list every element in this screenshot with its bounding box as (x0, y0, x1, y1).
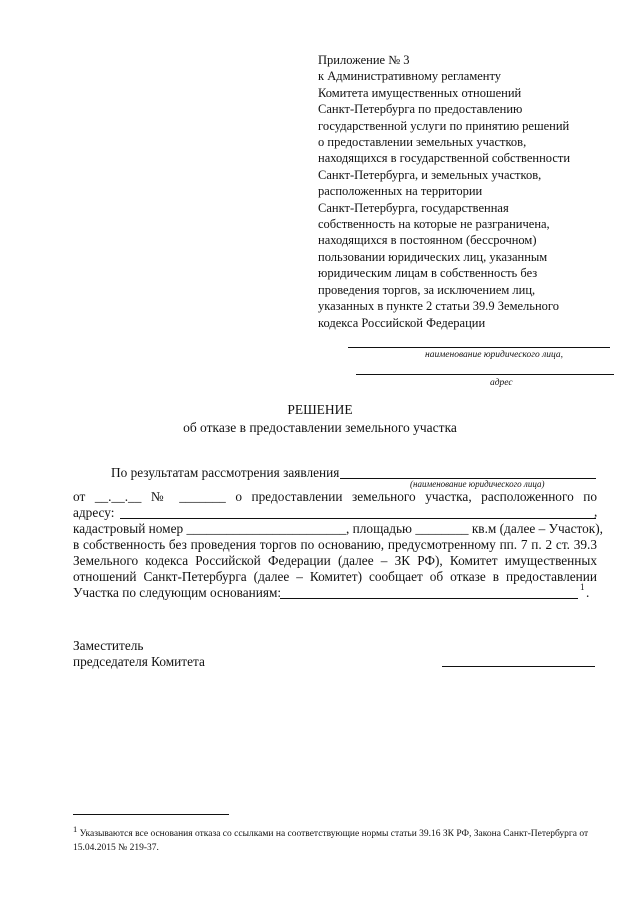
grounds-line (280, 598, 578, 599)
address-caption: адрес (490, 378, 513, 388)
appendix-line: кодекса Российской Федерации (318, 315, 486, 330)
from-label: от (73, 489, 86, 504)
footnote (73, 822, 598, 855)
footnote-mark: 1 (580, 582, 585, 592)
appendix-line: находящихся в государственной собственности (318, 151, 571, 166)
appendix-line: проведения торгов, за исключением лиц, (318, 282, 536, 297)
appendix-header (318, 52, 618, 331)
appendix-line: юридическим лицам в собственность без (318, 266, 538, 281)
grounds-period: . (586, 585, 590, 600)
footnote-text: Указываются все основания отказа со ссылками на соответствующие нормы статьи 39.16 ЗК РФ, Закона Санкт-Петербурга от 15.04.2015 № 219-37. (73, 829, 589, 854)
code-text: Земельного кодекса Российской Федерации (далее – ЗК РФ), Комитет имущественных (73, 553, 597, 568)
appendix-line: о предоставлении земельных участков, (318, 135, 527, 150)
appendix-line: пользовании юридических лиц, указанным (318, 249, 548, 264)
legal-entity-name-line (348, 347, 610, 348)
cadastral-label: кадастровый номер (73, 521, 184, 536)
appendix-line: Комитета имущественных отношений (318, 85, 522, 100)
appendix-line: Санкт-Петербурга, государственная (318, 200, 509, 215)
appendix-line: расположенных на территории (318, 184, 483, 199)
footnote-separator (73, 814, 229, 815)
number-field: _______ (179, 489, 226, 504)
signer-title-line2: председателя Комитета (73, 654, 205, 669)
appendix-line: к Административному регламенту (318, 69, 502, 84)
appendix-line: Санкт-Петербурга, и земельных участков, (318, 167, 542, 182)
area-label: , площадью (346, 521, 412, 536)
appendix-line: Санкт-Петербурга по предоставлению (318, 102, 523, 117)
decision-subtitle: об отказе в предоставлении земельного участка (183, 420, 457, 435)
address-label: адресу: (73, 505, 115, 520)
subject-text: о предоставлении земельного участка, расположенного по (235, 489, 597, 504)
land-address-line (120, 518, 596, 519)
committee-text: отношений Санкт-Петербурга (далее – Комитет) сообщает об отказе в предоставлении (73, 569, 597, 584)
signature-line (442, 666, 595, 667)
cadastral-number-field: ________________________ (186, 521, 347, 536)
signer-title-line1: Заместитель (73, 638, 144, 653)
review-text: По результатам рассмотрения заявления (111, 465, 340, 480)
decision-title: РЕШЕНИЕ (287, 402, 353, 417)
appendix-line: находящихся в постоянном (бессрочном) (318, 233, 537, 248)
appendix-line: Приложение № 3 (318, 53, 410, 67)
appendix-line: государственной услуги по принятию решений (318, 118, 570, 133)
grounds-label: Участка по следующим основаниям: (73, 585, 282, 600)
applicant-name-caption: (наименование юридического лица) (410, 479, 545, 489)
cadastral-row (73, 521, 603, 537)
legal-entity-name-caption: наименование юридического лица, (425, 350, 563, 360)
area-unit-text: кв.м (далее – Участок), (471, 521, 603, 536)
basis-text: в собственность без проведения торгов по основанию, предусмотренному пп. 7 п. 2 ст. 39.3 (73, 537, 597, 552)
area-field: ________ (415, 521, 469, 536)
number-label: № (150, 489, 170, 504)
application-date-row (73, 489, 597, 505)
date-field: __.__.__ (94, 489, 142, 504)
footnote-number: 1 (73, 824, 78, 834)
appendix-line: указанных в пункте 2 статьи 39.9 Земельного (318, 299, 559, 314)
appendix-line: собственность на которые не разграничена, (318, 217, 550, 232)
address-line (356, 374, 614, 375)
